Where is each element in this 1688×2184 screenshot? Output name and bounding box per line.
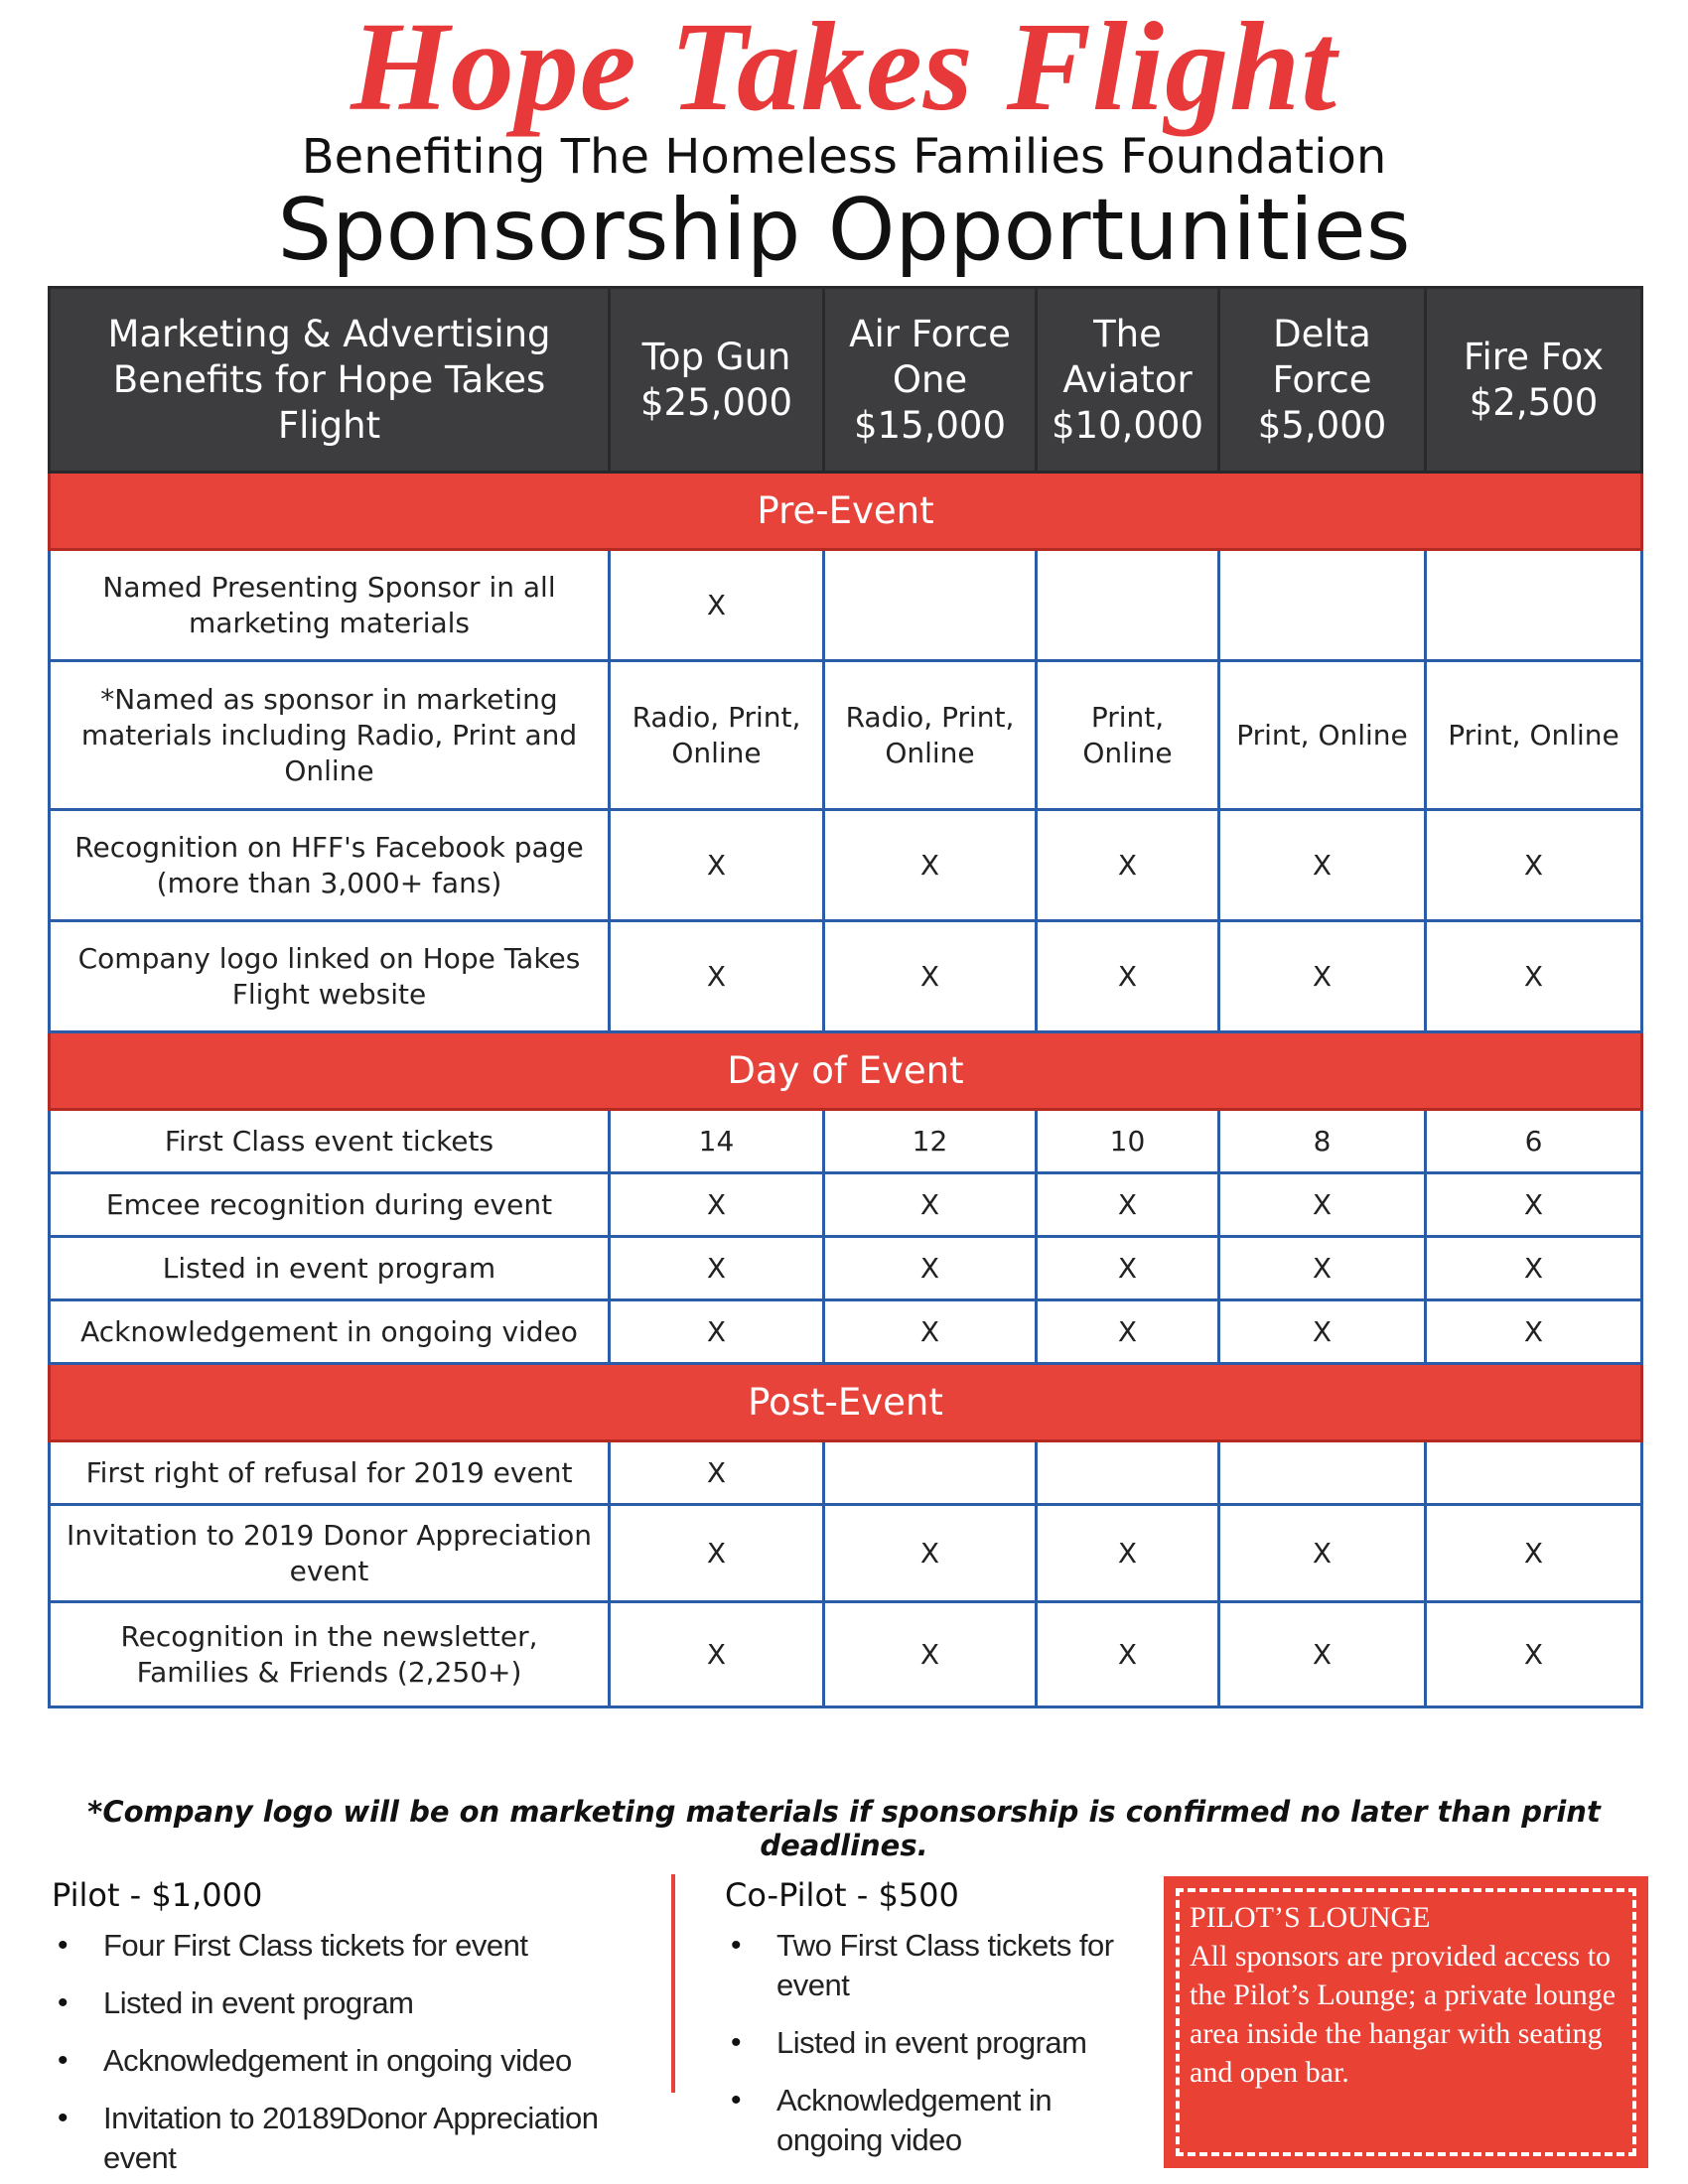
tier-value-cell: X <box>610 921 824 1032</box>
benefit-cell: First right of refusal for 2019 event <box>50 1441 610 1505</box>
section-title: Post-Event <box>50 1364 1642 1441</box>
section-header-row <box>50 1364 1642 1441</box>
tier-value-cell: X <box>1037 1300 1219 1364</box>
tier-value-cell: X <box>1219 1505 1426 1602</box>
benefit-cell: Recognition in the newsletter, Families & Friends (2,250+) <box>50 1602 610 1707</box>
tier-name: Top Gun <box>641 335 791 378</box>
column-divider <box>671 1874 675 2093</box>
tier-value-cell: X <box>610 1237 824 1300</box>
table-row <box>50 550 1642 661</box>
table-row <box>50 1110 1642 1173</box>
pilots-lounge-box <box>1164 1876 1648 2168</box>
tier-value-cell: X <box>610 1173 824 1237</box>
table-header-row <box>50 288 1642 473</box>
tier-value-cell <box>1426 550 1642 661</box>
tier-value-cell: X <box>610 550 824 661</box>
tier-value-cell <box>1426 1441 1642 1505</box>
benefit-cell: Company logo linked on Hope Takes Flight website <box>50 921 610 1032</box>
tier-price: $5,000 <box>1257 403 1387 447</box>
tier-value-cell: X <box>1219 810 1426 921</box>
table-row <box>50 1441 1642 1505</box>
tier-value-cell: Print, Online <box>1037 661 1219 810</box>
table-row <box>50 1300 1642 1364</box>
tier-value-cell: X <box>824 810 1037 921</box>
tier-value-cell: X <box>1426 1300 1642 1364</box>
list-item: • Two First Class tickets for event <box>725 1926 1142 2005</box>
section-title: Pre-Event <box>50 473 1642 550</box>
tier-header <box>1037 288 1219 473</box>
tier-value-cell: X <box>1426 1602 1642 1707</box>
tier-value-cell: X <box>824 1237 1037 1300</box>
tier-name: Delta Force <box>1272 312 1372 401</box>
tier-price: $25,000 <box>639 380 792 424</box>
benefit-cell: Listed in event program <box>50 1237 610 1300</box>
tier-value-cell <box>1219 1441 1426 1505</box>
table-row <box>50 1237 1642 1300</box>
copilot-tier <box>725 1876 1142 2178</box>
tier-value-cell: X <box>1037 810 1219 921</box>
event-subtitle: Benefiting The Homeless Families Foundation <box>301 129 1387 185</box>
table-row <box>50 810 1642 921</box>
tier-name: The Aviator <box>1062 312 1193 401</box>
tier-price: $2,500 <box>1469 380 1599 424</box>
benefit-column-header: Marketing & Advertising Benefits for Hope Takes Flight <box>50 288 610 473</box>
tier-value-cell: X <box>1426 1237 1642 1300</box>
list-item: • Invitation to 20189Donor Appreciation event <box>52 2099 647 2178</box>
tier-value-cell: X <box>1219 921 1426 1032</box>
page-heading: Sponsorship Opportunities <box>277 181 1411 280</box>
list-item: • Four First Class tickets for event <box>52 1926 647 1966</box>
tier-value-cell: X <box>1219 1173 1426 1237</box>
tier-value-cell: Print, Online <box>1219 661 1426 810</box>
tier-value-cell <box>824 550 1037 661</box>
tier-value-cell: 14 <box>610 1110 824 1173</box>
tier-value-cell: X <box>610 1300 824 1364</box>
tier-value-cell <box>1219 550 1426 661</box>
list-item: • Listed in event program <box>52 1983 647 2023</box>
benefit-cell: Invitation to 2019 Donor Appreciation event <box>50 1505 610 1602</box>
section-header-row <box>50 1032 1642 1110</box>
tier-header <box>1426 288 1642 473</box>
pilots-lounge-dashed-frame <box>1176 1888 1636 2156</box>
benefit-cell: First Class event tickets <box>50 1110 610 1173</box>
tier-header <box>824 288 1037 473</box>
tier-value-cell: X <box>1037 921 1219 1032</box>
tier-value-cell: X <box>1219 1300 1426 1364</box>
tier-value-cell: 8 <box>1219 1110 1426 1173</box>
tier-value-cell: X <box>1219 1237 1426 1300</box>
pilot-tier-title: Pilot - $1,000 <box>52 1876 263 1914</box>
benefit-cell: Named Presenting Sponsor in all marketing materials <box>50 550 610 661</box>
table-row <box>50 661 1642 810</box>
tier-value-cell: X <box>824 921 1037 1032</box>
tier-value-cell: X <box>824 1300 1037 1364</box>
list-item: • Acknowledgement in ongoing video <box>725 2081 1142 2160</box>
tier-value-cell: X <box>824 1173 1037 1237</box>
tier-value-cell <box>1037 1441 1219 1505</box>
list-item: • Acknowledgement in ongoing video <box>52 2041 647 2081</box>
pilot-tier <box>52 1876 647 2184</box>
tier-name: Fire Fox <box>1463 335 1605 378</box>
tier-price: $15,000 <box>853 403 1006 447</box>
event-title: Hope Takes Flight <box>351 0 1337 137</box>
tier-value-cell: 12 <box>824 1110 1037 1173</box>
section-header-row <box>50 473 1642 550</box>
tier-value-cell: 6 <box>1426 1110 1642 1173</box>
tier-value-cell: X <box>1037 1173 1219 1237</box>
tier-value-cell <box>1037 550 1219 661</box>
tier-value-cell <box>824 1441 1037 1505</box>
benefit-cell: Emcee recognition during event <box>50 1173 610 1237</box>
tier-value-cell: X <box>610 810 824 921</box>
table-body <box>50 473 1642 1707</box>
list-item: • Listed in event program <box>725 2023 1142 2063</box>
tier-value-cell: X <box>610 1602 824 1707</box>
tier-value-cell: 10 <box>1037 1110 1219 1173</box>
benefit-cell: Recognition on HFF's Facebook page (more than 3,000+ fans) <box>50 810 610 921</box>
benefit-cell: *Named as sponsor in marketing materials including Radio, Print and Online <box>50 661 610 810</box>
tier-value-cell: X <box>610 1441 824 1505</box>
tier-value-cell: Print, Online <box>1426 661 1642 810</box>
tier-value-cell: Radio, Print, Online <box>610 661 824 810</box>
benefit-cell: Acknowledgement in ongoing video <box>50 1300 610 1364</box>
tier-name: Air Force One <box>849 312 1011 401</box>
pilots-lounge-text: All sponsors are provided access to the Pilot’s Lounge; a private lounge area inside the hangar with seating and open bar. <box>1190 1940 1617 2089</box>
tier-header <box>610 288 824 473</box>
tier-value-cell: X <box>1037 1505 1219 1602</box>
tier-price: $10,000 <box>1051 403 1203 447</box>
tier-value-cell: X <box>824 1505 1037 1602</box>
tier-value-cell: X <box>1426 1505 1642 1602</box>
pilot-benefit-list <box>52 1926 647 2178</box>
tier-value-cell: X <box>1426 1173 1642 1237</box>
pilots-lounge-title: PILOT’S LOUNGE <box>1190 1901 1431 1934</box>
tier-value-cell: X <box>1037 1237 1219 1300</box>
footnote: *Company logo will be on marketing materials if sponsorship is confirmed no later than print deadlines. <box>87 1795 1601 1862</box>
tier-value-cell: X <box>1426 921 1642 1032</box>
table-row <box>50 1602 1642 1707</box>
sponsorship-table <box>48 286 1643 1708</box>
tier-value-cell: X <box>824 1602 1037 1707</box>
copilot-benefit-list <box>725 1926 1142 2160</box>
section-title: Day of Event <box>50 1032 1642 1110</box>
tier-value-cell: X <box>1219 1602 1426 1707</box>
tier-value-cell: X <box>1037 1602 1219 1707</box>
tier-value-cell: X <box>610 1505 824 1602</box>
tier-value-cell: Radio, Print, Online <box>824 661 1037 810</box>
tier-header <box>1219 288 1426 473</box>
table-row <box>50 1173 1642 1237</box>
table-row <box>50 1505 1642 1602</box>
tier-value-cell: X <box>1426 810 1642 921</box>
copilot-tier-title: Co-Pilot - $500 <box>725 1876 959 1914</box>
table-row <box>50 921 1642 1032</box>
